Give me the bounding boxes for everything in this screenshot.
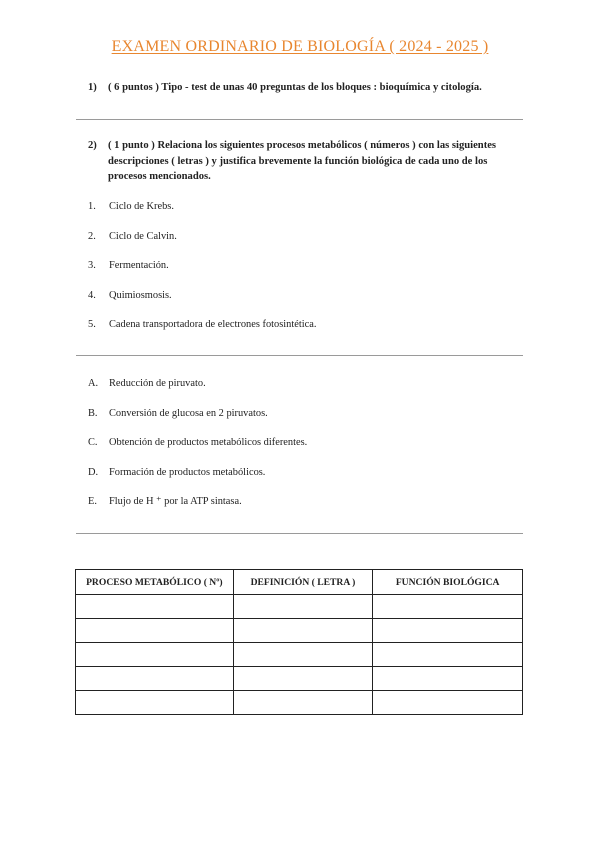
divider (76, 533, 523, 534)
table-cell[interactable] (373, 643, 523, 667)
list-item-marker: D. (88, 466, 99, 478)
list-item-text: Cadena transportadora de electrones fotosintética. (109, 319, 317, 331)
table-cell[interactable] (373, 619, 523, 643)
table-cell[interactable] (233, 667, 373, 691)
question-1-text: ( 6 puntos ) Tipo - test de unas 40 preguntas de los bloques : bioquímica y citología. (108, 82, 482, 93)
table-cell[interactable] (373, 691, 523, 715)
column-header-function: FUNCIÓN BIOLÓGICA (373, 570, 523, 595)
list-item-text: Reducción de piruvato. (109, 378, 206, 389)
list-item-text: Formación de productos metabólicos. (109, 466, 266, 478)
list-item-marker: 2. (88, 230, 96, 242)
table-row (76, 667, 523, 691)
table-cell[interactable] (233, 691, 373, 715)
divider (76, 355, 523, 356)
list-item-text: Ciclo de Calvin. (109, 230, 177, 242)
table-row (76, 691, 523, 715)
list-item-marker: 3. (88, 260, 96, 272)
table-cell[interactable] (76, 667, 234, 691)
question-2-text: ( 1 punto ) Relaciona los siguientes procesos metabólicos ( números ) con las siguientes descripciones ( letras ) y justifica brevemente la función biológica de cada uno de los procesos mencionados. (108, 140, 497, 182)
question-2-number: 2) (88, 140, 97, 151)
list-item-text: Ciclo de Krebs. (109, 201, 174, 212)
list-item-marker: 1. (88, 201, 96, 212)
list-item-marker: A. (88, 378, 99, 389)
page-title: EXAMEN ORDINARIO DE BIOLOGÍA ( 2024 - 2025 ) (111, 38, 489, 55)
list-item-text: Quimiosmosis. (109, 289, 172, 301)
table-cell[interactable] (76, 691, 234, 715)
list-item-text: Flujo de H ⁺ por la ATP sintasa. (109, 496, 242, 508)
table-cell[interactable] (76, 643, 234, 667)
list-item-marker: 4. (88, 289, 96, 301)
list-item-marker: B. (88, 407, 98, 419)
list-item-text: Obtención de productos metabólicos diferentes. (109, 437, 308, 449)
list-item-marker: C. (88, 437, 98, 449)
list-item-marker: E. (88, 496, 97, 508)
list-item-marker: 5. (88, 319, 96, 331)
table-cell[interactable] (373, 667, 523, 691)
answer-table (75, 569, 523, 715)
table-cell[interactable] (373, 595, 523, 619)
table-cell[interactable] (233, 619, 373, 643)
table-cell[interactable] (233, 595, 373, 619)
table-row (76, 643, 523, 667)
question-1-number: 1) (88, 82, 97, 93)
divider (76, 119, 523, 120)
question-1 (88, 80, 518, 96)
table-row (76, 619, 523, 643)
table-cell[interactable] (233, 643, 373, 667)
table-row (76, 595, 523, 619)
table-header-row (76, 570, 523, 595)
table-cell[interactable] (76, 619, 234, 643)
list-item-text: Fermentación. (109, 260, 169, 272)
list-item-text: Conversión de glucosa en 2 piruvatos. (109, 407, 268, 419)
question-2 (88, 138, 518, 185)
table-cell[interactable] (76, 595, 234, 619)
column-header-definition: DEFINICIÓN ( LETRA ) (233, 570, 373, 595)
column-header-process: PROCESO METABÓLICO ( Nº) (76, 570, 234, 595)
